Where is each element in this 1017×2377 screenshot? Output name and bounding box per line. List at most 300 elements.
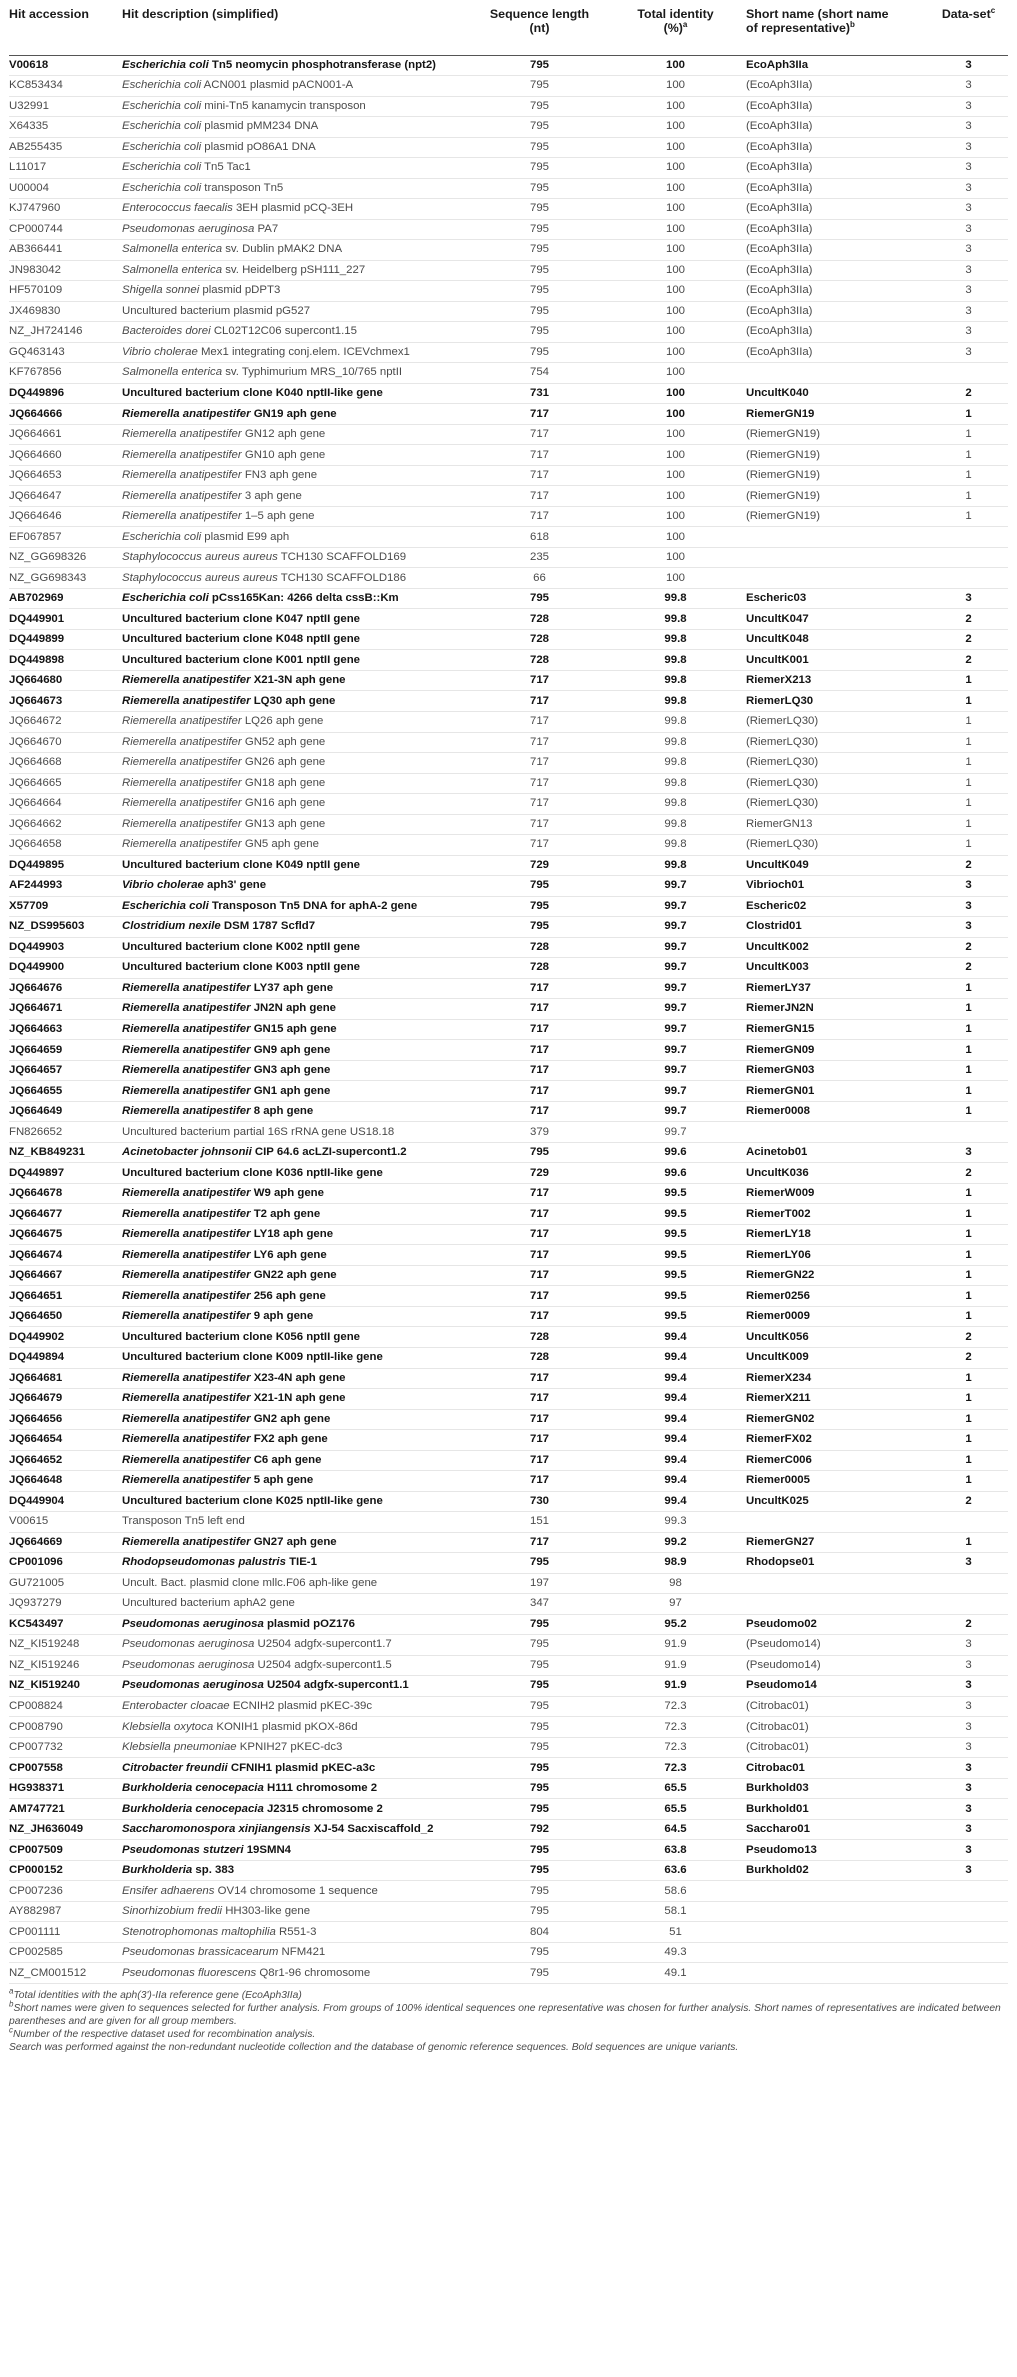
cell-sequence-length: 795 [529, 1843, 549, 1856]
cell-description [119, 609, 471, 630]
cell-sequence-length: 795 [529, 1638, 549, 1651]
cell-sequence-length: 717 [529, 1105, 549, 1118]
cell-description [119, 1450, 471, 1471]
footnote-label: a [9, 1986, 14, 1996]
cell-total-identity: 100 [665, 58, 685, 71]
species-name: Klebsiella oxytoca [122, 1720, 214, 1733]
table-row [9, 1265, 1008, 1286]
table-row [9, 1840, 1008, 1861]
cell-accession: KC853434 [9, 79, 63, 92]
table-row [9, 876, 1008, 897]
cell-sequence-length: 717 [529, 1228, 549, 1241]
species-name: Ensifer adhaerens [122, 1884, 215, 1897]
cell-description [119, 1532, 471, 1553]
cell-accession: JQ664657 [9, 1064, 63, 1077]
description-text: mini-Tn5 kanamycin transposon [201, 99, 366, 112]
cell-sequence-length: 717 [529, 797, 549, 810]
cell-dataset: 1 [965, 694, 972, 707]
cell-total-identity: 99.8 [664, 838, 687, 851]
table-row [9, 1204, 1008, 1225]
cell-description [119, 301, 471, 322]
cell-description [119, 1101, 471, 1122]
cell-sequence-length: 795 [529, 120, 549, 133]
cell-description [119, 1676, 471, 1697]
cell-short-name: Burkhold01 [746, 1802, 809, 1815]
cell-total-identity: 58.1 [664, 1905, 687, 1918]
cell-accession: JQ664667 [9, 1269, 63, 1282]
cell-dataset [929, 527, 1008, 548]
cell-sequence-length: 197 [529, 1576, 549, 1589]
cell-dataset: 3 [965, 120, 972, 133]
cell-accession: JX469830 [9, 304, 61, 317]
table-row [9, 96, 1008, 117]
description-text: T2 aph gene [250, 1207, 321, 1220]
cell-accession: NZ_KI519248 [9, 1638, 80, 1651]
cell-dataset: 3 [965, 1802, 972, 1815]
cell-description [119, 1963, 471, 1984]
cell-description [119, 1942, 471, 1963]
cell-dataset: 2 [965, 633, 972, 646]
table-row [9, 281, 1008, 302]
cell-short-name: Escheric03 [746, 592, 807, 605]
cell-dataset: 2 [965, 653, 972, 666]
cell-sequence-length: 795 [529, 1720, 549, 1733]
cell-description [119, 753, 471, 774]
cell-sequence-length: 795 [529, 202, 549, 215]
cell-description [119, 1430, 471, 1451]
cell-sequence-length: 795 [529, 345, 549, 358]
cell-accession: CP001111 [9, 1925, 61, 1938]
cell-short-name: (RiemerLQ30) [746, 838, 819, 851]
description-text: sp. 383 [192, 1864, 235, 1877]
cell-accession: JQ664668 [9, 756, 62, 769]
cell-accession: DQ449898 [9, 653, 65, 666]
cell-total-identity: 72.3 [664, 1761, 687, 1774]
cell-description [119, 691, 471, 712]
cell-accession: NZ_GG698326 [9, 551, 87, 564]
cell-total-identity: 99.8 [664, 633, 687, 646]
cell-total-identity: 99.3 [664, 1515, 687, 1528]
cell-dataset: 3 [965, 1720, 972, 1733]
cell-dataset: 3 [965, 1638, 972, 1651]
cell-accession: L11017 [9, 161, 47, 174]
table-row [9, 1512, 1008, 1533]
cell-description [119, 1347, 471, 1368]
table-row [9, 137, 1008, 158]
cell-short-name: UncultK040 [746, 387, 809, 399]
cell-sequence-length: 795 [529, 1802, 549, 1815]
cell-description [119, 1778, 471, 1799]
species-name: Riemerella anatipestifer [122, 1535, 251, 1548]
cell-short-name: (EcoAph3IIa) [746, 304, 813, 317]
table-row [9, 835, 1008, 856]
cell-total-identity: 100 [665, 510, 685, 523]
cell-description [119, 670, 471, 691]
description-text: LY18 aph gene [250, 1228, 334, 1241]
cell-short-name: RiemerGN01 [746, 1084, 815, 1097]
cell-short-name: UncultK001 [746, 653, 809, 666]
description-text: GN18 aph gene [241, 776, 326, 789]
species-name: Bacteroides dorei [122, 325, 211, 338]
cell-sequence-length: 795 [529, 879, 549, 892]
cell-short-name: (EcoAph3IIa) [746, 222, 813, 235]
cell-sequence-length: 717 [529, 407, 549, 420]
species-name: Escherichia coli [122, 530, 202, 543]
cell-sequence-length: 717 [529, 428, 549, 441]
cell-sequence-length: 717 [529, 838, 549, 851]
footnote [9, 2025, 1008, 2041]
description-text: pCss165Kan: 4266 delta cssB::Km [208, 592, 399, 605]
species-name: Riemerella anatipestifer [122, 1289, 251, 1302]
cell-accession: DQ449902 [9, 1330, 65, 1343]
cell-short-name: UncultK056 [746, 1330, 809, 1343]
table-body [9, 55, 1008, 1983]
cell-sequence-length: 717 [529, 1022, 549, 1035]
species-name: Riemerella anatipestifer [122, 1002, 251, 1015]
cell-description [119, 1060, 471, 1081]
cell-sequence-length: 795 [529, 1864, 549, 1877]
species-name: Vibrio cholerae [122, 879, 204, 892]
cell-dataset: 1 [965, 1187, 972, 1200]
cell-description [119, 1819, 471, 1840]
cell-dataset [929, 1963, 1008, 1984]
description-text: plasmid E99 aph [201, 530, 290, 543]
species-name: Pseudomonas aeruginosa [122, 222, 255, 235]
cell-short-name: RiemerW009 [746, 1187, 815, 1200]
cell-sequence-length: 717 [529, 776, 549, 789]
cell-short-name: RiemerJN2N [746, 1002, 814, 1015]
cell-dataset: 1 [965, 1433, 972, 1446]
cell-short-name: (RiemerLQ30) [746, 735, 819, 748]
description-text: 5 aph gene [250, 1474, 314, 1487]
cell-total-identity: 99.5 [664, 1187, 687, 1200]
cell-total-identity: 100 [665, 243, 685, 256]
cell-short-name: Acinetob01 [746, 1146, 808, 1159]
description-text: Uncultured bacterium clone K036 nptII-like gene [122, 1166, 383, 1179]
cell-dataset: 1 [965, 1392, 972, 1405]
cell-dataset [929, 1942, 1008, 1963]
cell-description [119, 1901, 471, 1922]
cell-total-identity: 100 [665, 530, 685, 543]
table-row [9, 1306, 1008, 1327]
species-name: Acinetobacter johnsonii [122, 1146, 252, 1159]
cell-accession: JQ664647 [9, 489, 62, 502]
cell-short-name: Burkhold02 [746, 1864, 809, 1877]
cell-accession: CP002585 [9, 1946, 63, 1959]
description-text: TCH130 SCAFFOLD169 [277, 551, 407, 564]
species-name: Sinorhizobium fredii [122, 1905, 223, 1918]
cell-sequence-length: 795 [529, 284, 549, 297]
description-text: FN3 aph gene [241, 469, 318, 482]
cell-accession: JQ664655 [9, 1084, 63, 1097]
table-row [9, 1942, 1008, 1963]
cell-short-name: (Citrobac01) [746, 1741, 809, 1754]
cell-dataset: 3 [965, 1700, 972, 1712]
table-row [9, 1963, 1008, 1984]
species-name: Escherichia coli [122, 592, 209, 605]
cell-description [119, 240, 471, 261]
cell-sequence-length: 151 [529, 1515, 549, 1528]
cell-total-identity: 99.8 [664, 674, 687, 687]
cell-total-identity: 99.8 [664, 858, 687, 871]
table-row [9, 240, 1008, 261]
species-name: Riemerella anatipestifer [122, 448, 242, 461]
cell-accession: NZ_DS995603 [9, 920, 85, 933]
cell-dataset: 1 [965, 1248, 972, 1261]
species-name: Salmonella enterica [122, 243, 223, 256]
table-row [9, 1450, 1008, 1471]
cell-total-identity: 99.5 [664, 1248, 687, 1261]
cell-accession: AB255435 [9, 140, 63, 153]
description-text: H111 chromosome 2 [263, 1782, 378, 1795]
species-name: Riemerella anatipestifer [122, 981, 251, 994]
description-text: Mex1 integrating conj.elem. ICEVchmex1 [197, 345, 410, 358]
cell-dataset: 1 [965, 1412, 972, 1425]
cell-description [119, 1655, 471, 1676]
description-text: Uncultured bacterium clone K009 nptII-like gene [122, 1351, 383, 1364]
cell-accession: JQ664651 [9, 1289, 63, 1302]
cell-accession: JQ664681 [9, 1371, 63, 1384]
footnote-label: b [9, 1999, 14, 2009]
cell-short-name: Riemer0005 [746, 1474, 810, 1487]
description-text: X21-1N aph gene [250, 1392, 346, 1405]
description-text: GN27 aph gene [250, 1535, 337, 1548]
description-text: sv. Typhimurium MRS_10/765 nptII [222, 366, 403, 379]
species-name: Saccharomonospora xinjiangensis [122, 1823, 311, 1836]
cell-sequence-length: 717 [529, 1064, 549, 1077]
cell-accession: EF067857 [9, 530, 62, 543]
cell-description [119, 978, 471, 999]
table-row [9, 445, 1008, 466]
cell-short-name: (EcoAph3IIa) [746, 120, 813, 133]
cell-sequence-length: 379 [529, 1125, 549, 1138]
cell-description [119, 1163, 471, 1184]
species-name: Escherichia coli [122, 99, 202, 112]
cell-accession: JQ664663 [9, 1022, 63, 1035]
cell-short-name: UncultK009 [746, 1351, 809, 1364]
cell-description [119, 76, 471, 97]
species-name: Pseudomonas fluorescens [122, 1966, 257, 1979]
table-row [9, 55, 1008, 76]
description-text: Uncultured bacterium clone K049 nptII gene [122, 858, 360, 871]
table-row [9, 896, 1008, 917]
cell-dataset: 1 [965, 735, 972, 748]
cell-sequence-length: 795 [529, 1905, 549, 1918]
table-row [9, 1696, 1008, 1717]
description-text: TIE-1 [285, 1556, 317, 1569]
cell-accession: X64335 [9, 120, 49, 133]
cell-dataset: 1 [965, 1289, 972, 1302]
cell-short-name [743, 547, 929, 568]
cell-description [119, 1122, 471, 1143]
species-name: Riemerella anatipestifer [122, 469, 242, 482]
cell-short-name: (RiemerGN19) [746, 489, 821, 502]
species-name: Vibrio cholerae [122, 345, 198, 358]
cell-description [119, 424, 471, 445]
footnote-text: Number of the respective dataset used for recombination analysis. [13, 2028, 316, 2040]
cell-description [119, 1183, 471, 1204]
cell-total-identity: 99.4 [664, 1371, 687, 1384]
cell-description [119, 855, 471, 876]
table-row [9, 199, 1008, 220]
cell-description [119, 219, 471, 240]
species-name: Pseudomonas aeruginosa [122, 1679, 264, 1692]
cell-short-name [743, 1942, 929, 1963]
table-row [9, 937, 1008, 958]
table-row [9, 178, 1008, 199]
cell-description [119, 1594, 471, 1615]
species-name: Riemerella anatipestifer [122, 510, 242, 523]
cell-sequence-length: 717 [529, 1002, 549, 1015]
cell-short-name: (EcoAph3IIa) [746, 161, 813, 174]
cell-sequence-length: 795 [529, 1146, 549, 1159]
cell-description [119, 1553, 471, 1574]
cell-description [119, 896, 471, 917]
cell-dataset: 3 [965, 58, 972, 71]
cell-sequence-length: 729 [529, 1166, 549, 1179]
cell-description [119, 158, 471, 179]
cell-accession: AY882987 [9, 1905, 62, 1918]
description-text: Uncultured bacterium clone K003 nptII gene [122, 961, 360, 974]
cell-dataset [929, 1901, 1008, 1922]
cell-total-identity: 99.7 [664, 981, 687, 994]
cell-description [119, 1409, 471, 1430]
cell-sequence-length: 235 [529, 551, 549, 564]
cell-dataset [929, 1122, 1008, 1143]
cell-dataset: 1 [965, 1022, 972, 1035]
cell-accession: GQ463143 [9, 345, 65, 358]
cell-sequence-length: 717 [529, 735, 549, 748]
species-name: Riemerella anatipestifer [122, 776, 242, 789]
cell-accession: DQ449897 [9, 1166, 65, 1179]
cell-sequence-length: 717 [529, 1084, 549, 1097]
cell-sequence-length: 795 [529, 920, 549, 933]
cell-sequence-length: 728 [529, 612, 549, 625]
cell-dataset: 3 [965, 222, 972, 235]
cell-dataset: 1 [965, 797, 972, 810]
description-text: J2315 chromosome 2 [263, 1802, 383, 1815]
species-name: Riemerella anatipestifer [122, 489, 242, 502]
cell-dataset: 1 [965, 756, 972, 769]
cell-accession: DQ449899 [9, 633, 65, 646]
cell-dataset: 3 [965, 202, 972, 215]
cell-dataset: 1 [965, 510, 972, 523]
species-name: Shigella sonnei [122, 284, 200, 297]
cell-accession: JQ937279 [9, 1597, 62, 1610]
cell-total-identity: 99.4 [664, 1433, 687, 1446]
cell-dataset: 3 [965, 263, 972, 276]
cell-accession: U32991 [9, 99, 49, 112]
cell-description [119, 1224, 471, 1245]
cell-short-name: Saccharo01 [746, 1823, 810, 1836]
cell-dataset: 3 [965, 181, 972, 194]
description-text: sv. Heidelberg pSH111_227 [222, 263, 366, 276]
cell-dataset [929, 1881, 1008, 1902]
description-text: R551-3 [275, 1925, 317, 1938]
cell-accession: U00004 [9, 181, 49, 194]
header-sequence-length: Sequence length (nt) [489, 7, 590, 35]
cell-description [119, 96, 471, 117]
cell-description [119, 1696, 471, 1717]
cell-sequence-length: 717 [529, 715, 549, 728]
footnote-marker-b: b [849, 19, 855, 29]
cell-accession: JQ664653 [9, 469, 62, 482]
cell-description [119, 1635, 471, 1656]
cell-short-name: (EcoAph3IIa) [746, 284, 813, 297]
cell-total-identity: 58.6 [664, 1884, 687, 1897]
cell-sequence-length: 795 [529, 140, 549, 153]
cell-sequence-length: 728 [529, 961, 549, 974]
description-text: U2504 adgfx-supercont1.5 [254, 1658, 392, 1671]
description-text: GN52 aph gene [241, 735, 326, 748]
cell-total-identity: 99.8 [664, 776, 687, 789]
cell-sequence-length: 795 [529, 325, 549, 338]
cell-dataset: 3 [965, 140, 972, 153]
cell-description [119, 1019, 471, 1040]
description-text: aph3' gene [203, 879, 267, 892]
cell-accession: V00618 [9, 58, 49, 71]
cell-short-name: RiemerGN15 [746, 1022, 815, 1035]
cell-dataset: 3 [965, 1556, 972, 1569]
cell-accession: DQ449901 [9, 612, 65, 625]
cell-total-identity: 100 [665, 345, 685, 358]
cell-dataset: 3 [965, 1741, 972, 1754]
cell-short-name: (RiemerLQ30) [746, 776, 819, 789]
description-text: LY37 aph gene [250, 981, 334, 994]
table-row [9, 1758, 1008, 1779]
cell-total-identity: 99.7 [664, 940, 687, 953]
description-text: KONIH1 plasmid pKOX-86d [213, 1720, 358, 1733]
description-text: 19SMN4 [243, 1843, 292, 1856]
table-row [9, 1614, 1008, 1635]
description-text: KPNIH27 pKEC-dc3 [236, 1741, 343, 1754]
cell-accession: JQ664664 [9, 797, 62, 810]
footnote-text: Total identities with the aph(3')-IIa reference gene (EcoAph3IIa) [13, 1989, 302, 2001]
cell-short-name [743, 1594, 929, 1615]
description-text: LY6 aph gene [250, 1248, 327, 1261]
cell-description [119, 876, 471, 897]
table-row [9, 609, 1008, 630]
cell-total-identity: 99.6 [664, 1166, 687, 1179]
cell-dataset: 1 [965, 838, 972, 851]
species-name: Riemerella anatipestifer [122, 1269, 251, 1282]
species-name: Escherichia coli [122, 140, 202, 153]
cell-accession: CP000152 [9, 1864, 63, 1877]
cell-description [119, 1717, 471, 1738]
header-dataset: Data-set$^c$ [941, 5, 996, 21]
description-text: GN22 aph gene [250, 1269, 337, 1282]
description-text: 3 aph gene [241, 489, 302, 502]
cell-sequence-length: 804 [529, 1925, 549, 1938]
cell-description [119, 404, 471, 425]
species-name: Citrobacter freundii [122, 1761, 228, 1774]
cell-sequence-length: 717 [529, 1187, 549, 1200]
cell-accession: CP007558 [9, 1761, 63, 1774]
cell-description [119, 650, 471, 671]
cell-sequence-length: 792 [529, 1823, 549, 1836]
cell-sequence-length: 795 [529, 1679, 549, 1692]
cell-total-identity: 98 [669, 1576, 682, 1589]
cell-dataset: 1 [965, 489, 972, 502]
table-row [9, 1368, 1008, 1389]
cell-short-name: UncultK047 [746, 612, 809, 625]
species-name: Klebsiella pneumoniae [122, 1741, 237, 1754]
description-text: U2504 adgfx-supercont1.7 [254, 1638, 392, 1651]
hits-table [9, 4, 1008, 1984]
cell-short-name [743, 527, 929, 548]
species-name: Pseudomonas stutzeri [122, 1843, 244, 1856]
cell-dataset: 1 [965, 448, 972, 461]
